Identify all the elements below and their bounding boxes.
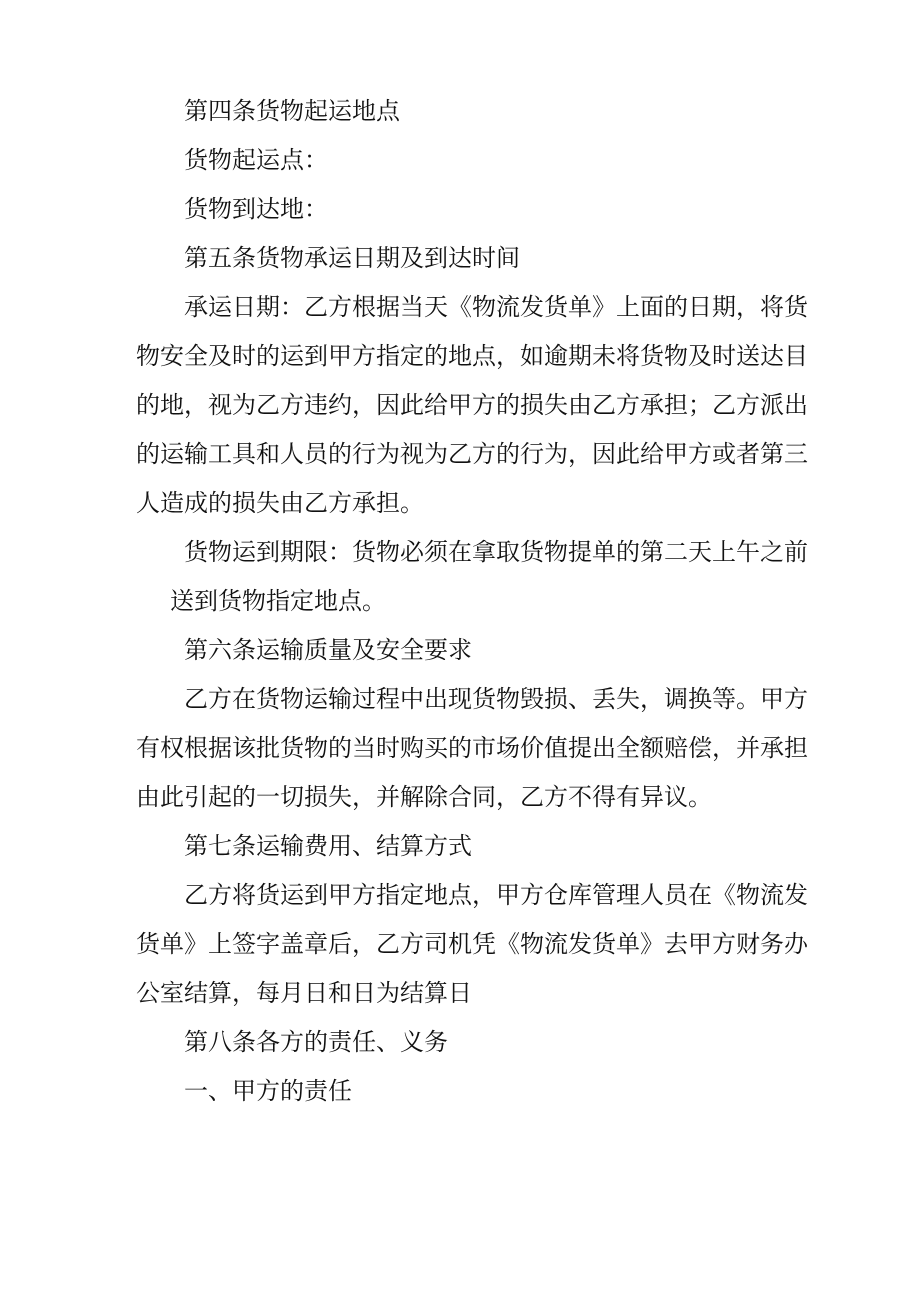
destination-line: 货物到达地：	[184, 195, 328, 223]
paragraph-line: 的运输工具和人员的行为视为乙方的行为，因此给甲方或者第三	[136, 440, 808, 468]
paragraph-line: 公室结算，每月日和日为结算日	[136, 979, 472, 1007]
article-6-heading: 第六条运输质量及安全要求	[184, 636, 472, 664]
paragraph-line: 的地，视为乙方违约，因此给甲方的损失由乙方承担；乙方派出	[136, 391, 808, 419]
article-8-heading: 第八条各方的责任、义务	[184, 1028, 448, 1056]
paragraph-line: 人造成的损失由乙方承担。	[136, 489, 424, 517]
paragraph-line: 货单》上签字盖章后，乙方司机凭《物流发货单》去甲方财务办	[136, 930, 808, 958]
article-4-heading: 第四条货物起运地点	[184, 97, 400, 125]
paragraph-line: 由此引起的一切损失，并解除合同，乙方不得有异议。	[136, 783, 712, 811]
paragraph-line: 有权根据该批货物的当时购买的市场价值提出全额赔偿，并承担	[136, 734, 808, 762]
origin-line: 货物起运点：	[184, 146, 328, 174]
paragraph-line: 货物运到期限：货物必须在拿取货物提单的第二天上午之前	[184, 538, 808, 566]
paragraph-line: 乙方在货物运输过程中出现货物毁损、丢失，调换等。甲方	[184, 685, 808, 713]
paragraph-line: 乙方将货运到甲方指定地点，甲方仓库管理人员在《物流发	[184, 881, 808, 909]
subsection-heading: 一、甲方的责任	[184, 1077, 352, 1105]
paragraph-line: 物安全及时的运到甲方指定的地点，如逾期未将货物及时送达目	[136, 342, 808, 370]
article-5-heading: 第五条货物承运日期及到达时间	[184, 244, 520, 272]
article-7-heading: 第七条运输费用、结算方式	[184, 832, 472, 860]
paragraph-line: 送到货物指定地点。	[170, 587, 386, 615]
paragraph-line: 承运日期：乙方根据当天《物流发货单》上面的日期，将货	[184, 293, 808, 321]
